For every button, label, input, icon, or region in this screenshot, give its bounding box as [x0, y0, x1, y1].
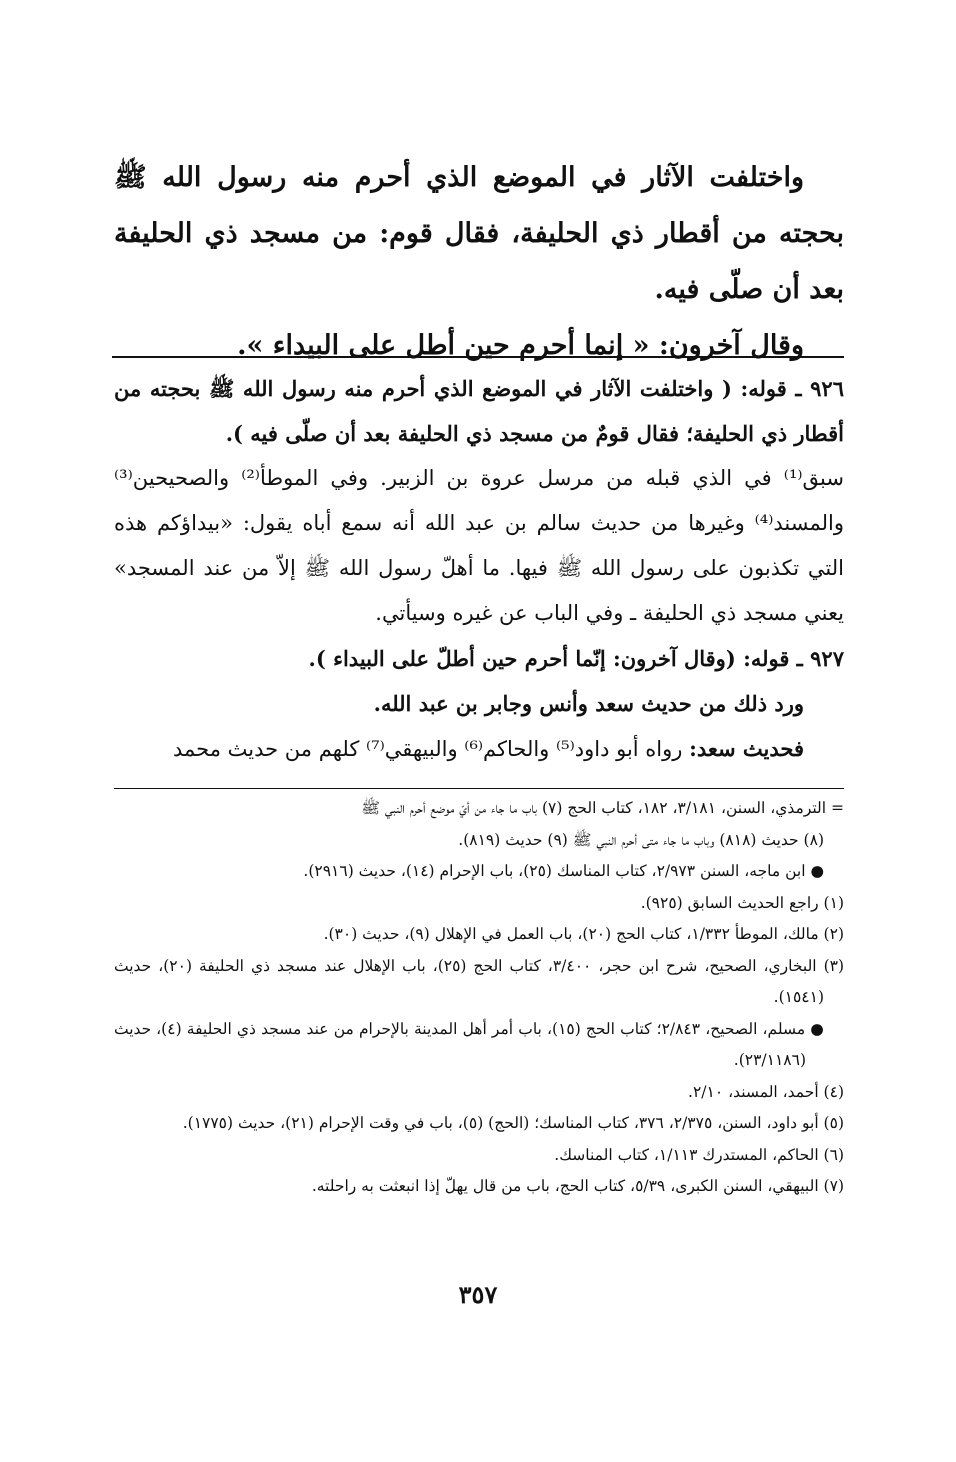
footnote-1: (١) راجع الحديث السابق (٩٢٥).	[640, 893, 844, 912]
commentary-entry-926: ٩٢٦ ـ قوله: ( واختلفت الآثار في الموضع الذي أحرم منه رسول الله ﷺ بحجته من أقطار ذي الحليفة؛ فقال قومٌ من مسجد ذي الحليفة بعد أن صلّى فيه ).	[114, 376, 844, 446]
footnotes	[114, 793, 844, 1203]
saad-hadith-heading: فحديث سعد:	[689, 736, 804, 761]
commentary-entry-927: ٩٢٧ ـ قوله: (وقال آخرون: إنّما أحرم حين أطلّ على البيداء ).	[308, 646, 844, 671]
footnote-continued-3: ● ابن ماجه، السنن ٢/٩٧٣، كتاب المناسك (٢٥)، باب الإحرام (١٤)، حديث (٢٩١٦).	[303, 862, 824, 880]
footnote-4: (٤) أحمد، المسند، ٢/١٠.	[688, 1082, 844, 1101]
commentary-paragraph-926: سبق⁽¹⁾ في الذي قبله من مرسل عروة بن الزبير. وفي الموطأ⁽²⁾ والصحيحين⁽³⁾ والمسند⁽⁴⁾ وغيرها من حديث سالم بن عبد الله أنه سمع أباه يقول: «بيداؤكم هذه التي تكذبون على رسول الله ﷺ فيها. ما أهلّ رسول الله ﷺ إلاّ من عند المسجد» يعني مسجد ذي الحليفة ـ وفي الباب عن غيره وسيأتي.	[114, 466, 844, 625]
commentary-section	[114, 366, 844, 772]
commentary-paragraph-saad	[114, 726, 844, 772]
footnote-7: (٧) البيهقي، السنن الكبرى، ٥/٣٩، كتاب الحج، باب من قال يهلّ إذا انبعثت به راحلته.	[311, 1177, 844, 1195]
main-paragraph-1: واختلفت الآثار في الموضع الذي أحرم منه رسول الله ﷺ بحجته من أقطار ذي الحليفة، فقال قوم: من مسجد ذي الحليفة بعد أن صلّى فيه.	[114, 162, 844, 305]
commentary-paragraph-927: ورد ذلك من حديث سعد وأنس وجابر بن عبد الله.	[373, 691, 804, 716]
footnote-3-continued: ● مسلم، الصحيح، ٢/٨٤٣؛ كتاب الحج (١٥)، باب أمر أهل المدينة بالإحرام من عند مسجد ذي الحليفة (٤)، حديث (٢٣/١١٨٦).	[114, 1019, 825, 1069]
footnote-separator-line	[114, 788, 844, 789]
footnote-continued-2: (٨) حديث (٨١٨) وباب ما جاء متى أحرم النبي ﷺ (٩) حديث (٨١٩).	[458, 830, 824, 849]
main-text	[114, 150, 844, 374]
main-separator-line	[112, 356, 844, 358]
footnote-6: (٦) الحاكم، المستدرك ١/١١٣، كتاب المناسك.	[554, 1145, 844, 1164]
footnote-3: (٣) البخاري، الصحيح، شرح ابن حجر، ٣/٤٠٠، كتاب الحج (٢٥)، باب الإهلال عند مسجد ذي الحليفة (٢٠)، حديث (١٥٤١).	[114, 956, 845, 1006]
footnote-2: (٢) مالك، الموطأ ١/٣٣٢، كتاب الحج (٢٠)، باب العمل في الإهلال (٩)، حديث (٣٠).	[323, 925, 844, 943]
page-number: ٣٥٧	[458, 1280, 498, 1309]
main-paragraph-2: وقال آخرون: « إنما أحرم حين أطل على البيداء ».	[237, 330, 804, 361]
footnote-continued: = الترمذي، السنن، ٣/١٨١، ١٨٢، كتاب الحج (٧) باب ما جاء من أيّ موضع أحرم النبي ﷺ	[361, 799, 844, 817]
footnote-5: (٥) أبو داود، السنن، ٢/٣٧٥، ٣٧٦، كتاب المناسك؛ (الحج) (٥)، باب في وقت الإحرام (٢١)، حديث (١٧٧٥).	[182, 1114, 844, 1132]
saad-hadith-text: رواه أبو داود⁽⁵⁾ والحاكم⁽⁶⁾ والبيهقي⁽⁷⁾ كلهم من حديث محمد	[173, 737, 690, 761]
